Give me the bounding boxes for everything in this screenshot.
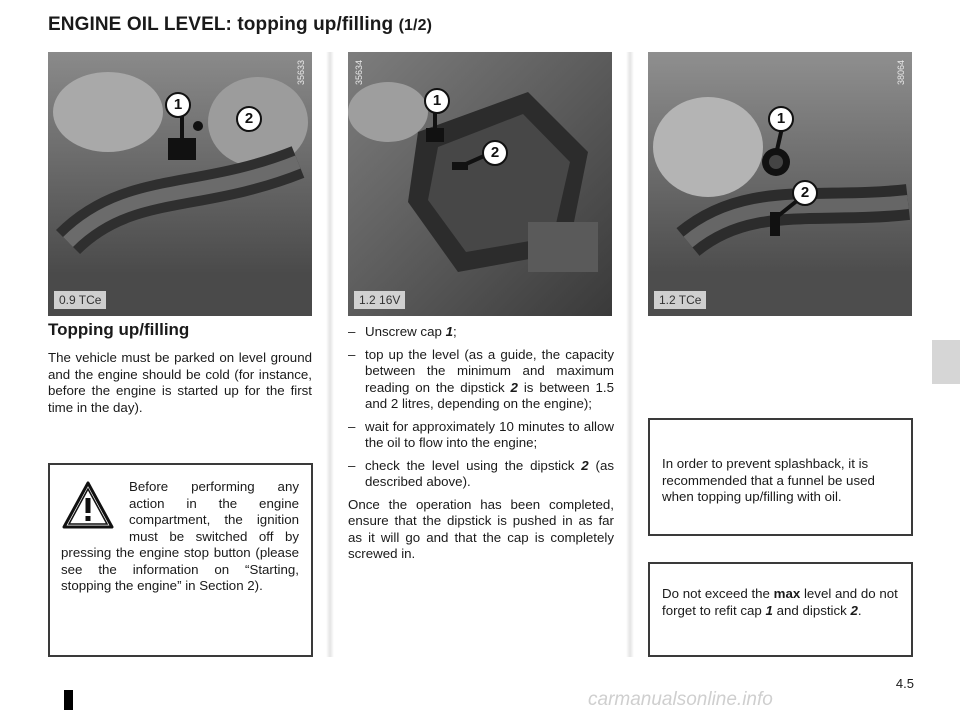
- closing-paragraph: Once the operation has been completed, ensure that the dipstick is pushed in as far as it will go and that the cap is completely screwed in.: [348, 496, 614, 561]
- callout-1: 1: [424, 88, 450, 114]
- step-text: check the level using the dipstick: [365, 457, 582, 473]
- step-text: Unscrew cap: [365, 324, 446, 339]
- note-text: and dipstick: [772, 602, 851, 618]
- warning-text: Before performing any action in the engine compartment, the ignition must be switched off by pressing the engine stop button (please see the information on “Starting, stopping the engine” in Section 2).: [61, 479, 299, 593]
- part-reference: 1: [765, 602, 773, 618]
- step-text: top up the level (as a guide, the capacity between the minimum and maximum reading on the dipstick: [365, 346, 614, 395]
- note-text: level and do not forget to refit cap: [662, 586, 898, 618]
- step-dash: –: [348, 346, 356, 362]
- step-item: [348, 419, 614, 452]
- photo-reference-code: 35633: [296, 60, 306, 86]
- part-reference: 2: [581, 457, 589, 473]
- corner-mark: [64, 690, 73, 710]
- column-separator: [626, 52, 634, 657]
- page-number: 4.5: [895, 676, 914, 691]
- section-heading: Topping up/filling: [48, 320, 190, 339]
- step-text: ;: [452, 324, 457, 339]
- column-separator: [326, 52, 334, 657]
- callout-2: 2: [792, 180, 818, 206]
- part-reference: 2: [510, 379, 518, 395]
- engine-bay-illustration: [648, 52, 912, 316]
- note-text: Do not exceed the: [662, 586, 774, 601]
- engine-variant-label: 1.2 16V: [354, 291, 405, 309]
- step-dash: –: [348, 324, 356, 339]
- max-keyword: max: [773, 586, 801, 601]
- photo-reference-code: 38064: [896, 60, 906, 86]
- step-item: [348, 347, 614, 413]
- watermark: carmanualsonline.info: [588, 689, 773, 710]
- funnel-note-box: [648, 418, 913, 536]
- step-dash: –: [348, 457, 356, 473]
- callout-1: 1: [768, 106, 794, 132]
- step-dash: –: [348, 418, 356, 434]
- note-text: .: [857, 602, 862, 618]
- step-text: wait for approximately 10 minutes to allow the oil to flow into the engine;: [365, 418, 614, 450]
- warning-triangle-icon: [61, 479, 115, 533]
- funnel-note-text: In order to prevent splashback, it is recommended that a funnel be used when topping up/filling with oil.: [662, 456, 875, 504]
- page-title-text: ENGINE OIL LEVEL: topping up/filling: [48, 14, 394, 35]
- procedure-steps: [348, 324, 614, 563]
- callout-1: 1: [165, 92, 191, 118]
- callout-2: 2: [482, 140, 508, 166]
- step-text: is between 1.5 and 2 litres, depending on the engine);: [365, 379, 614, 411]
- engine-photo-1-2-16v: [348, 52, 612, 316]
- warning-box: [48, 463, 313, 657]
- engine-variant-label: 0.9 TCe: [54, 291, 106, 309]
- engine-photo-0-9-tce: [48, 52, 312, 316]
- intro-paragraph: The vehicle must be parked on level ground and the engine should be cold (for instance, before the engine is started up for the first time in the day).: [48, 350, 312, 415]
- engine-photo-1-2-tce: [648, 52, 912, 316]
- step-item: [348, 324, 614, 341]
- page-title-part: (1/2): [398, 17, 433, 34]
- callout-2: 2: [236, 106, 262, 132]
- step-item: [348, 458, 614, 491]
- part-reference: 2: [850, 602, 858, 618]
- step-text: (as described above).: [365, 457, 615, 489]
- part-reference: 1: [445, 324, 453, 339]
- photo-reference-code: 35634: [354, 60, 364, 86]
- page-title: [48, 14, 432, 36]
- engine-bay-illustration: [348, 52, 612, 316]
- max-level-note-box: [648, 562, 913, 657]
- chapter-tab: [932, 340, 960, 384]
- engine-variant-label: 1.2 TCe: [654, 291, 706, 309]
